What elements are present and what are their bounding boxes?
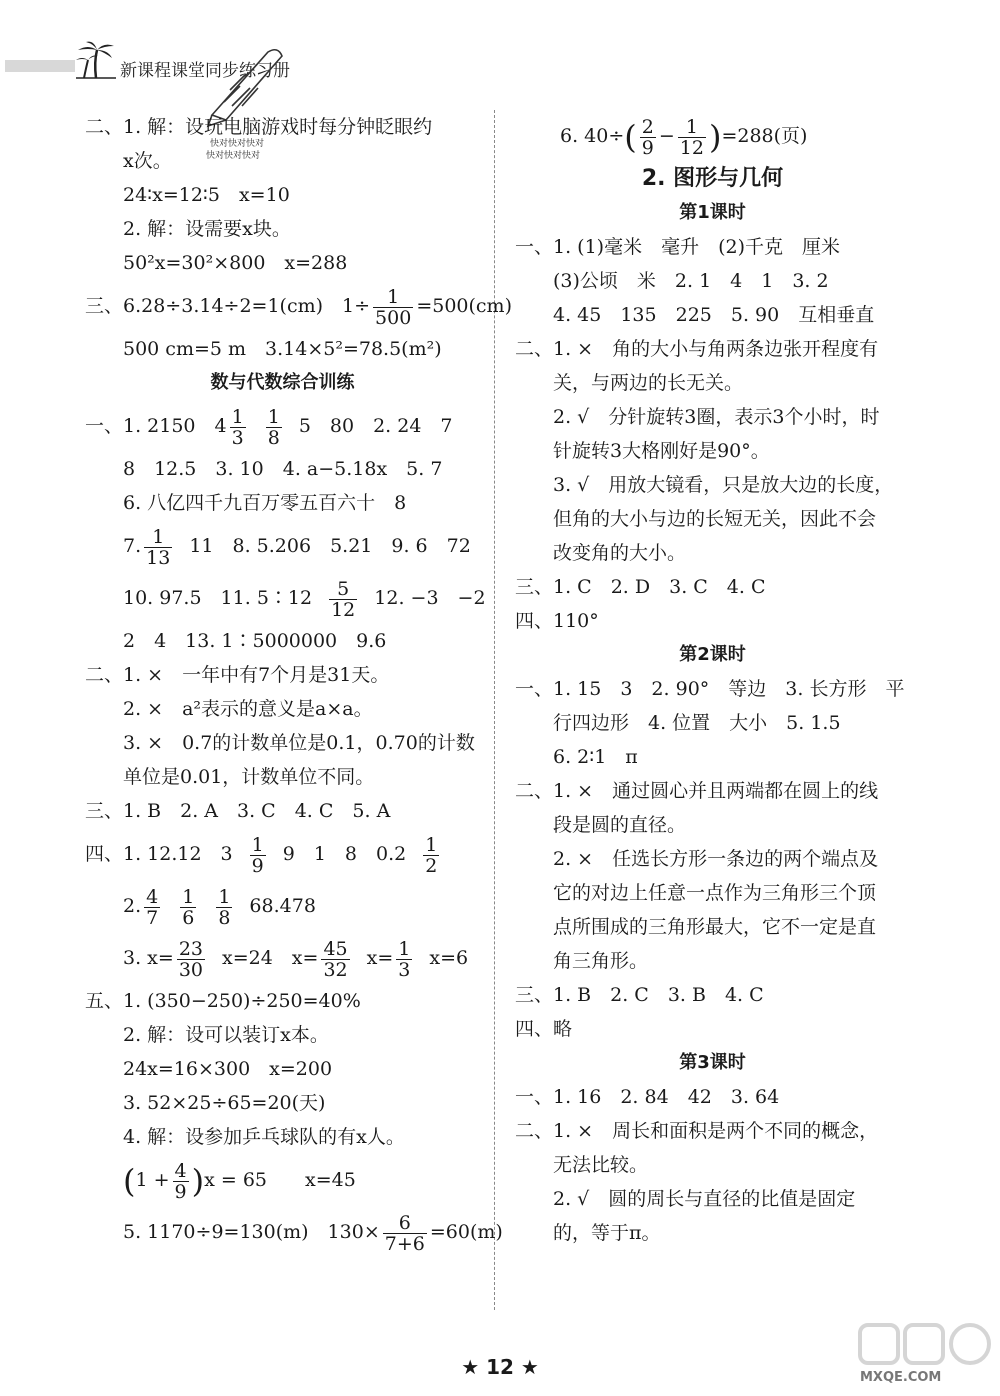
answer-line: 6. 2∶1 π [553, 746, 638, 768]
text: =288(页) [721, 125, 808, 147]
answer-line [85, 520, 480, 572]
text: 1 + [135, 1169, 170, 1191]
answer-line: 一、1. (1)毫米 毫升 (2)千克 厘米 [515, 236, 840, 258]
answer-line: 二、1. × 角的大小与角两条边张开程度有 [515, 338, 879, 360]
denominator: 12 [331, 598, 356, 621]
text: − [658, 125, 675, 147]
header-bar [5, 60, 75, 72]
denominator: 12 [679, 136, 704, 159]
left-column [85, 110, 512, 1258]
fraction [250, 835, 266, 876]
section-heading: 数与代数综合训练 [210, 372, 355, 393]
text: =60(m) [429, 1221, 503, 1243]
answer-line: 8 12.5 3. 10 4. a−5.18x 5. 7 [123, 458, 443, 480]
fraction [640, 117, 656, 158]
answer-line: 针旋转3大格刚好是90°。 [553, 440, 770, 462]
text: 12. −3 −2 [374, 587, 486, 609]
fraction [230, 407, 246, 448]
numerator: 1 [251, 833, 264, 856]
text: 5. 1170÷9=130(m) 130× [123, 1221, 380, 1243]
page-number: ★ 12 ★ [461, 1355, 539, 1379]
fraction [423, 835, 439, 876]
fraction [144, 887, 160, 928]
answer-line: 4. 45 135 225 5. 90 互相垂直 [553, 304, 875, 326]
answer-line: 二、1. × 一年中有7个月是31天。 [85, 664, 390, 686]
fraction [216, 887, 232, 928]
answer-line: 它的对边上任意一点作为三角形三个顶 [553, 882, 877, 904]
answer-line: 2. √ 圆的周长与直径的比值是固定 [553, 1188, 856, 1210]
answer-line: (3)公顷 米 2. 1 4 1 3. 2 [553, 270, 829, 292]
answer-line: 24∶x=12∶5 x=10 [123, 184, 290, 206]
text: 2. [123, 895, 142, 917]
answer-line: 无法比较。 [553, 1154, 649, 1176]
answer-line: 角三角形。 [553, 950, 649, 972]
answer-line: 3. √ 用放大镜看，只是放大边的长度， [553, 474, 894, 496]
text: 5 80 2. 24 7 [298, 415, 453, 437]
denominator: 32 [323, 958, 348, 981]
numerator: 1 [425, 833, 438, 856]
text: 10. 97.5 11. 5∶12 [123, 587, 313, 609]
fraction [383, 1213, 427, 1254]
denominator: 3 [398, 958, 411, 981]
denominator: 13 [146, 546, 171, 569]
denominator: 30 [178, 958, 203, 981]
numerator: 1 [218, 885, 231, 908]
answer-line [85, 280, 512, 332]
numerator: 1 [231, 405, 244, 428]
text: 7. [123, 535, 142, 557]
answer-line: 但角的大小与边的长短无关，因此不会 [553, 508, 877, 530]
answer-line: 6. 40÷( $\frac{2}{9}$ − $\frac{1}{12}$ )=288(页) [560, 115, 808, 159]
answer-line: 五、1. (350−250)÷250=40% [85, 990, 361, 1012]
header-title: 新课程课堂同步练习册 [120, 61, 290, 81]
text: x= [366, 947, 394, 969]
numerator: 45 [323, 937, 348, 960]
watermark-text: MXQE.COM [860, 1370, 942, 1385]
fraction [177, 939, 205, 980]
answer-line: (1 + $\frac{4}{9}$ )x = 65 x=45 [123, 1159, 356, 1203]
answer-line: 2. × a²表示的意义是a×a。 [123, 698, 373, 720]
answer-line [85, 572, 486, 624]
answer-line [85, 828, 480, 880]
answer-line: 6. 八亿四千九百万零五百六十 8 [123, 492, 407, 514]
fraction [321, 939, 349, 980]
answer-line: 一、1. 16 2. 84 42 3. 64 [515, 1086, 780, 1108]
answer-line: x次。 [123, 150, 172, 172]
answer-line: 2. 解：设需要x块。 [123, 218, 291, 240]
answer-line: 2. √ 分针旋转3圈，表示3个小时，时 [553, 406, 880, 428]
stamp-text-1: 快对快对快对 [210, 139, 265, 149]
numerator: 1 [144, 527, 172, 548]
numerator: 4 [146, 885, 159, 908]
answer-line: 3. 52×25÷65=20(天) [123, 1092, 326, 1114]
answer-line [85, 1206, 503, 1258]
answer-line: 的，等于π。 [553, 1222, 661, 1244]
lesson-heading: 第3课时 [679, 1052, 746, 1073]
text: 11 8. 5.206 5.21 9. 6 72 [189, 535, 471, 557]
denominator: 9 [251, 854, 264, 877]
answer-line: 2. × 任选长方形一条边的两个端点及 [553, 848, 879, 870]
numerator: 1 [678, 117, 706, 138]
answer-line: 四、110° [515, 610, 599, 632]
answer-line: 2. 解：设可以装订x本。 [123, 1024, 329, 1046]
answer-line: 点所围成的三角形最大，它不一定是直 [553, 916, 877, 938]
numerator: 1 [267, 405, 280, 428]
answer-line: 单位是0.01，计数单位不同。 [123, 766, 375, 788]
denominator: 8 [218, 906, 231, 929]
fraction [329, 579, 357, 620]
fraction [173, 1161, 189, 1202]
answer-line: 2 4 13. 1∶5000000 9.6 [123, 630, 387, 652]
text: x=24 x= [222, 947, 319, 969]
stamp-text-2: 快对快对快对 [206, 151, 261, 161]
fraction [266, 407, 282, 448]
answer-line: 二、1. × 通过圆心并且两端都在圆上的线 [515, 780, 879, 802]
text: 9 1 8 0.2 [282, 843, 407, 865]
numerator: 1 [373, 287, 413, 308]
answer-line: 二、1. 解：设玩电脑游戏时每分钟眨眼约 [85, 116, 433, 138]
answer-line [85, 400, 480, 452]
answer-line: 三、1. C 2. D 3. C 4. C [515, 576, 766, 598]
denominator: 500 [375, 306, 412, 329]
numerator: 6 [383, 1213, 427, 1234]
answer-line [85, 880, 480, 932]
denominator: 7+6 [384, 1232, 425, 1255]
answer-line: 24x=16×300 x=200 [123, 1058, 333, 1080]
answer-line: 改变角的大小。 [553, 542, 687, 564]
numerator: 2 [641, 115, 654, 138]
answer-line: 关，与两边的长无关。 [553, 372, 744, 394]
denominator: 6 [182, 906, 195, 929]
text: x=6 [429, 947, 469, 969]
text: 三、6.28÷3.14÷2=1(cm) 1÷ [85, 295, 371, 317]
text: x = 65 x=45 [204, 1169, 356, 1191]
lesson-heading: 第1课时 [679, 202, 746, 223]
fraction [373, 287, 413, 328]
fraction [144, 527, 172, 568]
right-column [515, 110, 910, 1250]
lesson-heading: 第2课时 [679, 644, 746, 665]
denominator: 7 [146, 906, 159, 929]
column-divider [494, 110, 495, 1310]
section-heading: 2. 图形与几何 [641, 166, 784, 191]
text: =500(cm) [416, 295, 512, 317]
fraction [678, 117, 706, 158]
answer-line: 500 cm=5 m 3.14×5²=78.5(m²) [123, 338, 442, 360]
answer-line: 50²x=30²×800 x=288 [123, 252, 348, 274]
denominator: 9 [641, 136, 654, 159]
answer-line: 一、1. 15 3 2. 90° 等边 3. 长方形 平 [515, 678, 905, 700]
answer-line: 3. × 0.7的计数单位是0.1，0.70的计数 [123, 732, 475, 754]
denominator: 3 [231, 426, 244, 449]
text: 6. 40÷ [560, 125, 625, 147]
fraction [180, 887, 196, 928]
numerator: 1 [182, 885, 195, 908]
text: 3. x= [123, 947, 174, 969]
answer-line: 四、略 [515, 1018, 573, 1040]
palm-tree-icon [74, 40, 118, 80]
numerator: 23 [178, 937, 203, 960]
numerator: 1 [398, 937, 411, 960]
text: 一、1. 2150 4 [85, 415, 227, 437]
answer-line [85, 932, 480, 984]
answer-line: 行四边形 4. 位置 大小 5. 1.5 [553, 712, 841, 734]
answer-line: 段是圆的直径。 [553, 814, 687, 836]
denominator: 9 [174, 1180, 187, 1203]
answer-line: 二、1. × 周长和面积是两个不同的概念， [515, 1120, 879, 1142]
fraction [396, 939, 412, 980]
denominator: 2 [425, 854, 438, 877]
text: 四、1. 12.12 3 [85, 843, 233, 865]
answer-line: 三、1. B 2. A 3. C 4. C 5. A [85, 800, 391, 822]
answer-line: 三、1. B 2. C 3. B 4. C [515, 984, 764, 1006]
numerator: 4 [174, 1159, 187, 1182]
answer-line: 4. 解：设参加乒乓球队的有x人。 [123, 1126, 405, 1148]
numerator: 5 [329, 579, 357, 600]
denominator: 8 [267, 426, 280, 449]
text: 68.478 [249, 895, 316, 917]
